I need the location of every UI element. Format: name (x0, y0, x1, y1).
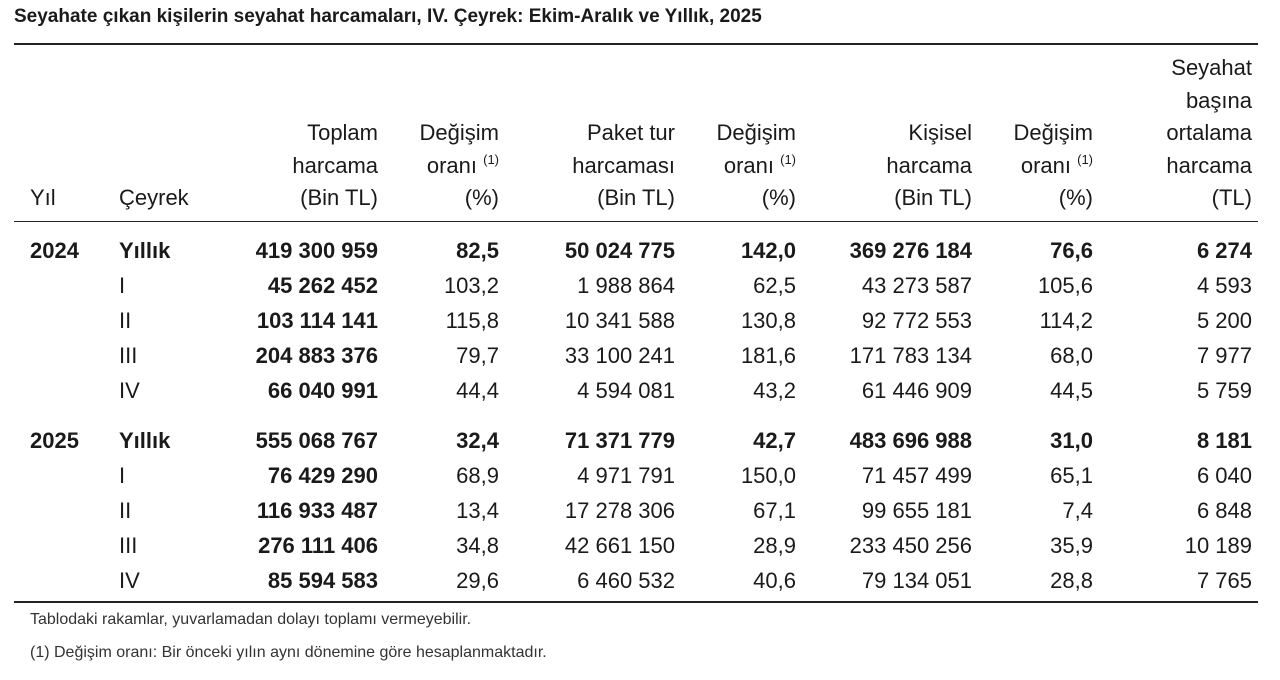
cell-personal: 61 446 909 (861, 378, 972, 403)
cell-change-total: 13,4 (456, 498, 499, 523)
header-paket-tur-harcamasi: Paket tur harcaması (Bin TL) (572, 120, 675, 210)
cell-average: 8 181 (1196, 428, 1252, 453)
cell-change-package: 181,6 (740, 343, 796, 368)
cell-package: 1 988 864 (577, 273, 675, 298)
cell-total: 103 114 141 (256, 308, 378, 333)
cell-change-personal: 68,0 (1050, 343, 1093, 368)
header-rule (14, 221, 1258, 222)
cell-change-package: 28,9 (753, 533, 796, 558)
cell-change-personal: 114,2 (1039, 308, 1093, 333)
cell-personal: 369 276 184 (849, 238, 972, 263)
cell-year: 2025 (30, 428, 79, 453)
cell-average: 10 189 (1184, 533, 1252, 558)
header-yil: Yıl (30, 185, 56, 210)
cell-total: 45 262 452 (267, 273, 378, 298)
cell-quarter: IV (119, 378, 140, 403)
cell-total: 555 068 767 (255, 428, 378, 453)
cell-quarter: III (119, 533, 138, 558)
cell-average: 6 040 (1196, 463, 1252, 488)
note-rounding: Tablodaki rakamlar, yuvarlamadan dolayı toplamı vermeyebilir. (30, 611, 472, 628)
cell-quarter: IV (119, 568, 140, 593)
cell-package: 71 371 779 (564, 428, 675, 453)
cell-change-package: 62,5 (753, 273, 796, 298)
cell-total: 66 040 991 (267, 378, 378, 403)
cell-change-package: 43,2 (753, 378, 796, 403)
header-degisim-orani-2: Değişim oranı $^{(1)}$ (%) (716, 120, 796, 210)
cell-year: 2024 (30, 238, 79, 263)
cell-package: 4 594 081 (577, 378, 675, 403)
cell-package: 50 024 775 (564, 238, 675, 263)
cell-personal: 99 655 181 (861, 498, 972, 523)
cell-average: 6 848 (1196, 498, 1252, 523)
cell-quarter: III (119, 343, 138, 368)
cell-average: 5 200 (1196, 308, 1252, 333)
cell-total: 276 111 406 (258, 533, 378, 558)
cell-change-personal: 44,5 (1050, 378, 1093, 403)
cell-change-total: 79,7 (456, 343, 499, 368)
cell-average: 7 977 (1196, 343, 1252, 368)
cell-change-personal: 105,6 (1037, 273, 1093, 298)
cell-quarter: Yıllık (119, 428, 171, 453)
cell-change-personal: 28,8 (1050, 568, 1093, 593)
cell-package: 4 971 791 (577, 463, 675, 488)
top-rule (14, 43, 1258, 45)
cell-personal: 43 273 587 (861, 273, 972, 298)
cell-change-package: 130,8 (740, 308, 796, 333)
cell-package: 33 100 241 (564, 343, 675, 368)
header-ceyrek: Çeyrek (119, 185, 189, 210)
header-seyahat-basina-ortalama-harcama: Seyahat başına ortalama harcama (TL) (1166, 55, 1252, 210)
cell-change-personal: 7,4 (1062, 498, 1093, 523)
cell-change-total: 103,2 (443, 273, 499, 298)
cell-average: 5 759 (1196, 378, 1252, 403)
cell-personal: 483 696 988 (849, 428, 972, 453)
header-degisim-orani-3: Değişim oranı $^{(1)}$ (%) (1013, 120, 1093, 210)
cell-change-personal: 65,1 (1050, 463, 1093, 488)
cell-personal: 92 772 553 (861, 308, 972, 333)
note-footnote-1: (1) Değişim oranı: Bir önceki yılın aynı dönemine göre hesaplanmaktadır. (30, 644, 547, 661)
table-title: Seyahate çıkan kişilerin seyahat harcamaları, IV. Çeyrek: Ekim-Aralık ve Yıllık, 2025 (14, 6, 762, 27)
cell-quarter: II (119, 498, 132, 523)
header-kisisel-harcama: Kişisel harcama (Bin TL) (886, 120, 972, 210)
cell-average: 7 765 (1196, 568, 1252, 593)
cell-quarter: I (119, 273, 126, 298)
cell-change-total: 82,5 (456, 238, 499, 263)
cell-personal: 71 457 499 (861, 463, 972, 488)
cell-quarter: II (119, 308, 132, 333)
cell-personal: 233 450 256 (849, 533, 972, 558)
cell-personal: 79 134 051 (861, 568, 972, 593)
cell-average: 6 274 (1196, 238, 1252, 263)
cell-change-package: 150,0 (740, 463, 796, 488)
header-degisim-orani-1: Değişim oranı $^{(1)}$ (%) (419, 120, 499, 210)
cell-total: 85 594 583 (267, 568, 378, 593)
cell-change-total: 68,9 (456, 463, 499, 488)
cell-total: 76 429 290 (267, 463, 378, 488)
cell-personal: 171 783 134 (849, 343, 972, 368)
cell-change-total: 44,4 (456, 378, 499, 403)
cell-change-total: 34,8 (456, 533, 499, 558)
cell-change-package: 40,6 (753, 568, 796, 593)
cell-change-total: 32,4 (456, 428, 499, 453)
cell-change-package: 142,0 (740, 238, 796, 263)
cell-total: 419 300 959 (255, 238, 378, 263)
cell-change-package: 42,7 (753, 428, 796, 453)
cell-package: 10 341 588 (564, 308, 675, 333)
header-toplam-harcama: Toplam harcama (Bin TL) (292, 120, 378, 210)
cell-change-personal: 35,9 (1050, 533, 1093, 558)
cell-change-personal: 76,6 (1050, 238, 1093, 263)
cell-quarter: Yıllık (119, 238, 171, 263)
cell-package: 17 278 306 (564, 498, 675, 523)
cell-total: 116 933 487 (256, 498, 378, 523)
cell-change-package: 67,1 (753, 498, 796, 523)
bottom-rule (14, 601, 1258, 603)
cell-change-total: 29,6 (456, 568, 499, 593)
cell-change-personal: 31,0 (1050, 428, 1093, 453)
cell-average: 4 593 (1196, 273, 1252, 298)
cell-package: 6 460 532 (577, 568, 675, 593)
cell-package: 42 661 150 (564, 533, 675, 558)
cell-change-total: 115,8 (445, 308, 499, 333)
cell-total: 204 883 376 (255, 343, 378, 368)
cell-quarter: I (119, 463, 126, 488)
